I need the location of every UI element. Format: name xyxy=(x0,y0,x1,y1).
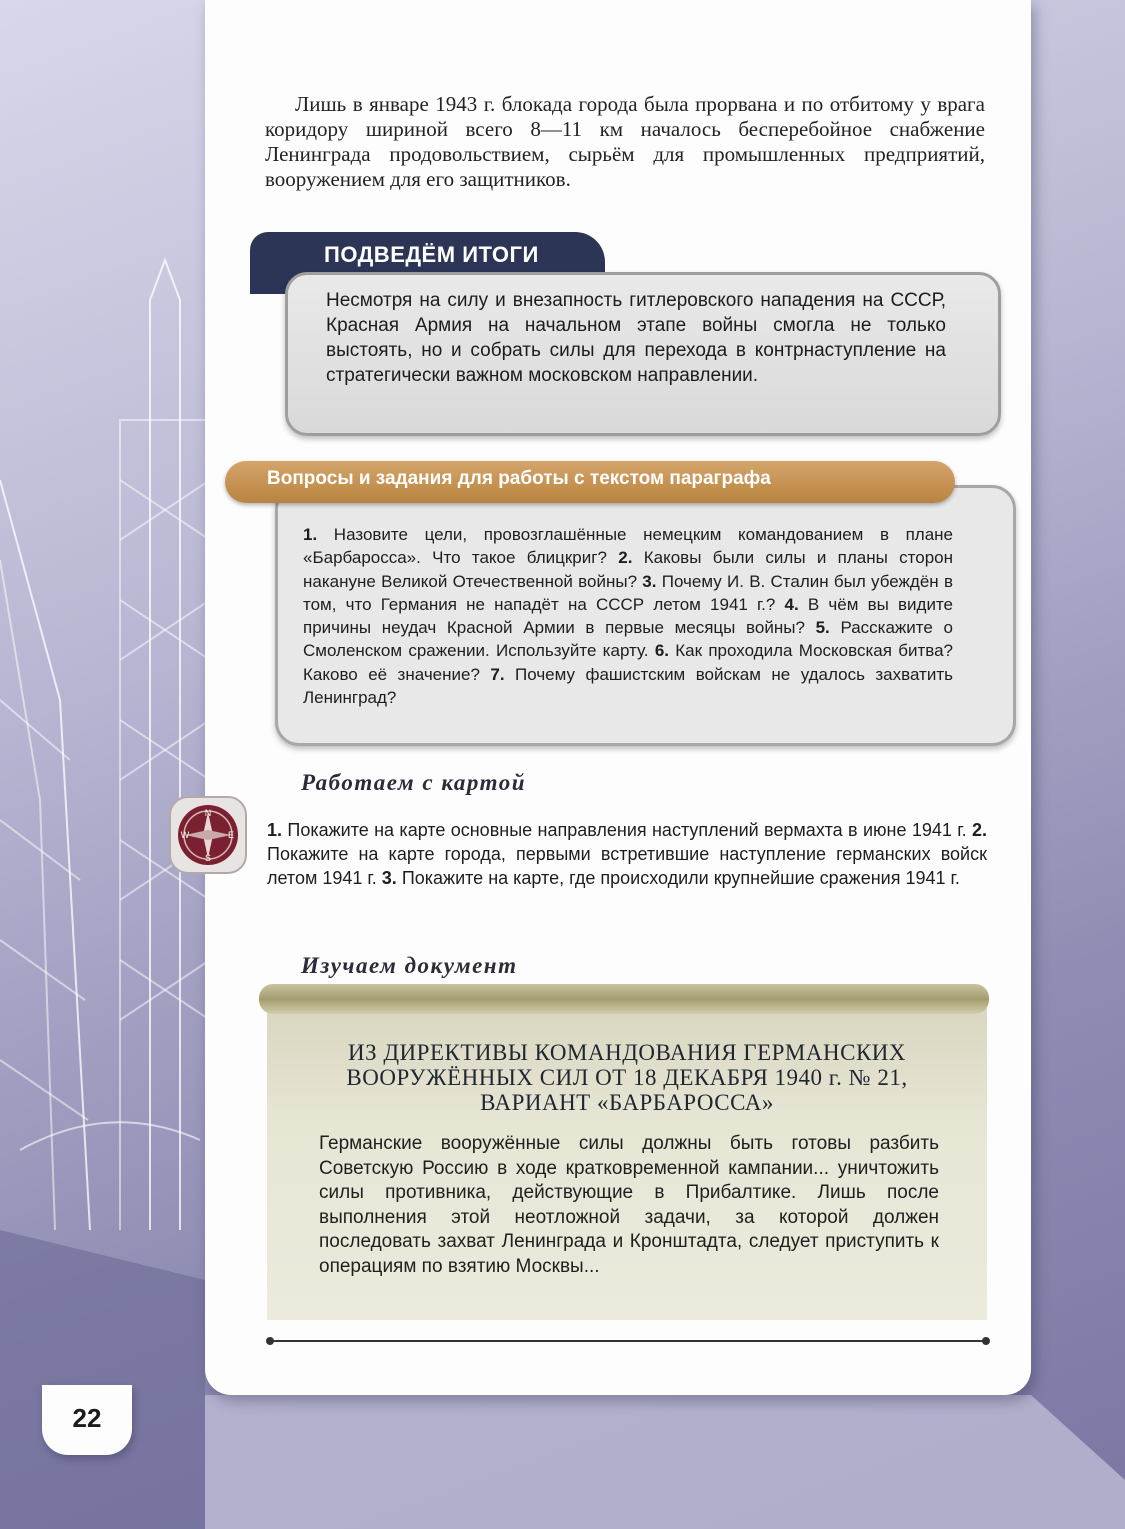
question-number: 6. xyxy=(654,641,669,661)
question-text: Как проходила Московская битва? Каково её значение? xyxy=(303,641,953,684)
compass-icon xyxy=(168,795,248,875)
map-task-number: 3. xyxy=(381,868,397,888)
summary-box xyxy=(285,272,1001,436)
document-title xyxy=(287,1040,967,1115)
page-number-tab xyxy=(42,1385,132,1455)
compass-letter-e: E xyxy=(227,830,235,840)
question-number: 3. xyxy=(642,571,657,591)
document-scroll xyxy=(267,990,987,1320)
questions-text xyxy=(303,523,953,709)
document-title-line: ВООРУЖЁННЫХ СИЛ ОТ 18 ДЕКАБРЯ 1940 г. № 21, xyxy=(346,1065,908,1090)
document-title-line: ИЗ ДИРЕКТИВЫ КОМАНДОВАНИЯ ГЕРМАНСКИХ xyxy=(347,1040,907,1065)
map-tasks-text xyxy=(267,818,987,890)
map-task-number: 1. xyxy=(267,820,283,840)
question-number: 4. xyxy=(784,594,799,614)
map-task-text: Покажите на карте основные направления наступлений вермахта в июне 1941 г. xyxy=(287,820,967,840)
scroll-roll xyxy=(259,984,989,1014)
compass-letter-w: W xyxy=(180,830,190,840)
summary-heading: ПОДВЕДЁМ ИТОГИ xyxy=(324,242,539,267)
map-task-text: Покажите на карте, где происходили крупнейшие сражения 1941 г. xyxy=(401,868,960,888)
question-text: Почему И. В. Сталин был убеждён в том, что Германия не нападёт на СССР летом 1941 г.? xyxy=(303,571,953,614)
question-number: 2. xyxy=(618,548,633,568)
question-text: Назовите цели, провозглашённые немецким командованием в плане «Барбаросса». Что такое блицкриг? xyxy=(303,525,953,568)
map-section-heading: Работаем с картой xyxy=(301,770,526,795)
document-text: Германские вооружённые силы должны быть готовы разбить Советскую Россию в ходе кратковременной кампании... уничтожить силы противника, действующие в Прибалтике. Лишь после выполнения этой неотложной задачи, за которой должен последовать захват Ленинграда и Кронштадта, следует приступить к операциям по взятию Москвы... xyxy=(319,1133,939,1277)
intro-paragraph: Лишь в январе 1943 г. блокада города была прорвана и по отбитому у врага коридору шириной всего 8—11 км началось бесперебойное снабжение Ленинграда продовольствием, сырьём для промышленных предприятий, вооружением для его защитников. xyxy=(265,92,985,191)
map-task-number: 2. xyxy=(971,820,987,840)
compass-letter-n: N xyxy=(204,808,212,818)
compass-letter-s: S xyxy=(204,853,212,863)
document-title-line: ВАРИАНТ «БАРБАРОССА» xyxy=(480,1090,774,1115)
question-number: 7. xyxy=(490,664,505,684)
questions-heading: Вопросы и задания для работы с текстом параграфа xyxy=(267,468,771,489)
question-text: В чём вы видите причины неудач Красной Армии в первые месяцы войны? xyxy=(303,594,954,638)
question-number: 5. xyxy=(815,618,830,638)
map-task-text: Покажите на карте города, первыми встретившие наступление германских войск летом 1941 г. xyxy=(267,844,987,888)
question-text: Расскажите о Смоленском сражении. Используйте карту. xyxy=(303,618,953,661)
page-card xyxy=(205,0,1031,1395)
document-section-heading: Изучаем документ xyxy=(301,953,518,978)
question-text: Каковы были силы и планы сторон накануне Великой Отечественной войны? xyxy=(303,548,953,591)
divider-line xyxy=(270,1340,986,1342)
questions-header xyxy=(225,461,955,503)
summary-text: Несмотря на силу и внезапность гитлеровского нападения на СССР, Красная Армия на начальном этапе войны смогла не только выстоять, но и собрать силы для перехода в контрнаступление на стратегически важном московском направлении. xyxy=(326,290,946,386)
questions-box xyxy=(275,485,1016,746)
page-number: 22 xyxy=(72,1403,102,1433)
question-text: Почему фашистским войскам не удалось захватить Ленинград? xyxy=(303,664,953,708)
question-number: 1. xyxy=(303,525,318,544)
